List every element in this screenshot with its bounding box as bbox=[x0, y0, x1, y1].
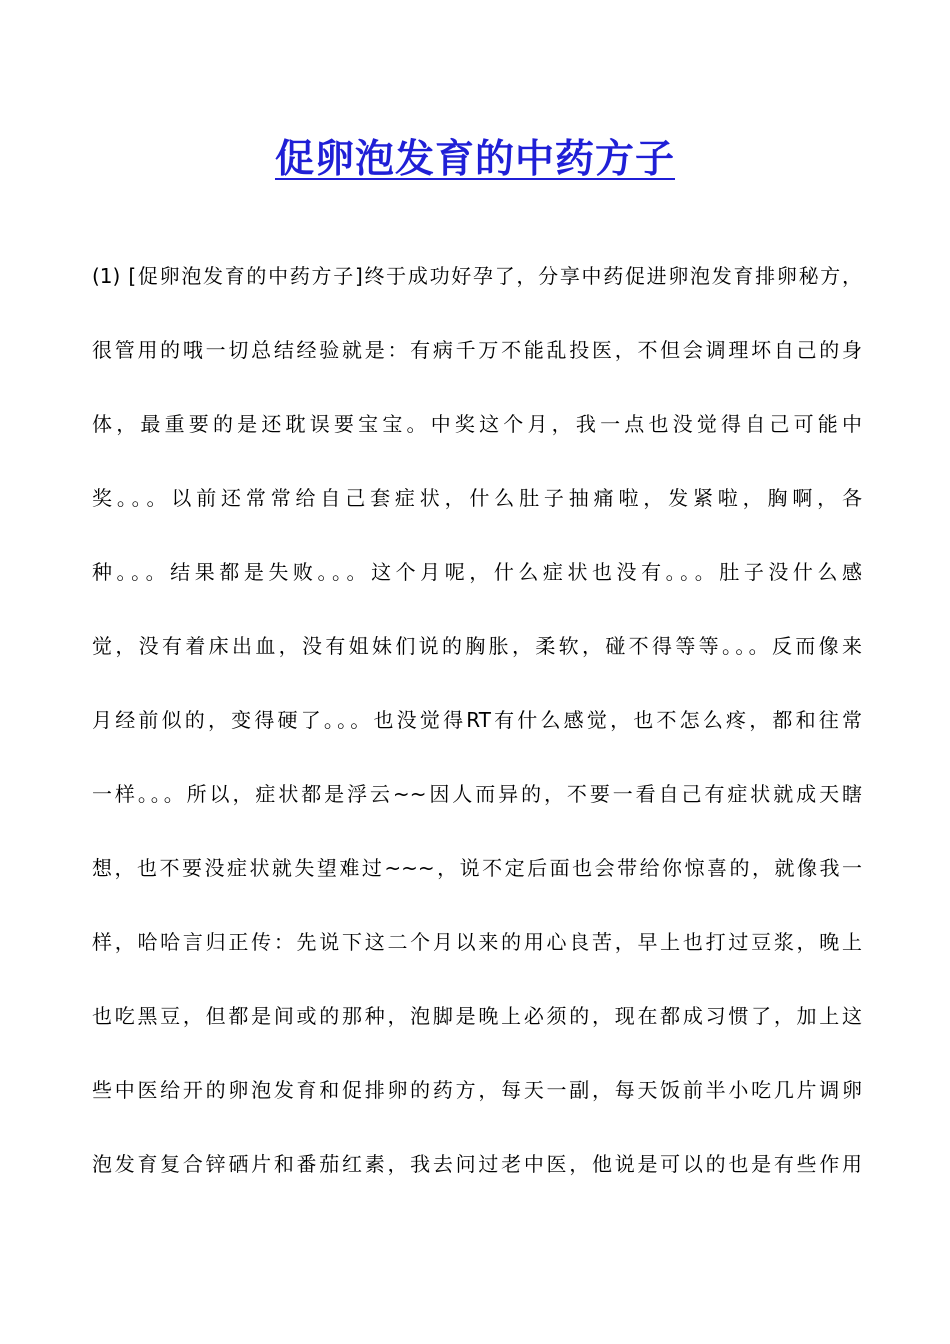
title-link[interactable]: 促卵泡发育的中药方子 bbox=[274, 136, 675, 182]
document-title bbox=[0, 128, 950, 184]
text-line: 觉，没有着床出血，没有姐妹们说的胸胀，柔软，碰不得等等。。。反而像来 bbox=[92, 634, 862, 658]
text-line: 些中医给开的卵泡发育和促排卵的药方，每天一副，每天饭前半小吃几片调卵 bbox=[92, 1078, 862, 1102]
text-line: 很管用的哦一切总结经验就是：有病千万不能乱投医，不但会调理坏自己的身 bbox=[92, 338, 862, 362]
text-line: 想，也不要没症状就失望难过~~~，说不定后面也会带给你惊喜的，就像我一 bbox=[92, 856, 862, 880]
text-line: 种。。。结果都是失败。。。这个月呢，什么症状也没有。。。肚子没什么感 bbox=[92, 560, 862, 584]
text-line: 一样。。。所以，症状都是浮云~~因人而异的，不要一看自己有症状就成天瞎 bbox=[92, 782, 862, 806]
text-line: 泡发育复合锌硒片和番茄红素，我去问过老中医，他说是可以的也是有些作用 bbox=[92, 1152, 862, 1176]
text-line: (1) [促卵泡发育的中药方子]终于成功好孕了，分享中药促进卵泡发育排卵秘方， bbox=[92, 264, 862, 288]
text-line: 体，最重要的是还耽误要宝宝。中奖这个月，我一点也没觉得自己可能中 bbox=[92, 412, 862, 436]
text-line: 也吃黑豆，但都是间或的那种，泡脚是晚上必须的，现在都成习惯了，加上这 bbox=[92, 1004, 862, 1028]
text-line: 月经前似的，变得硬了。。。也没觉得RT有什么感觉，也不怎么疼，都和往常 bbox=[92, 708, 862, 732]
text-line: 样，哈哈言归正传：先说下这二个月以来的用心良苦，早上也打过豆浆，晚上 bbox=[92, 930, 862, 954]
text-line: 奖。。。以前还常常给自己套症状，什么肚子抽痛啦，发紧啦，胸啊，各 bbox=[92, 486, 862, 510]
body-text bbox=[92, 253, 862, 1215]
